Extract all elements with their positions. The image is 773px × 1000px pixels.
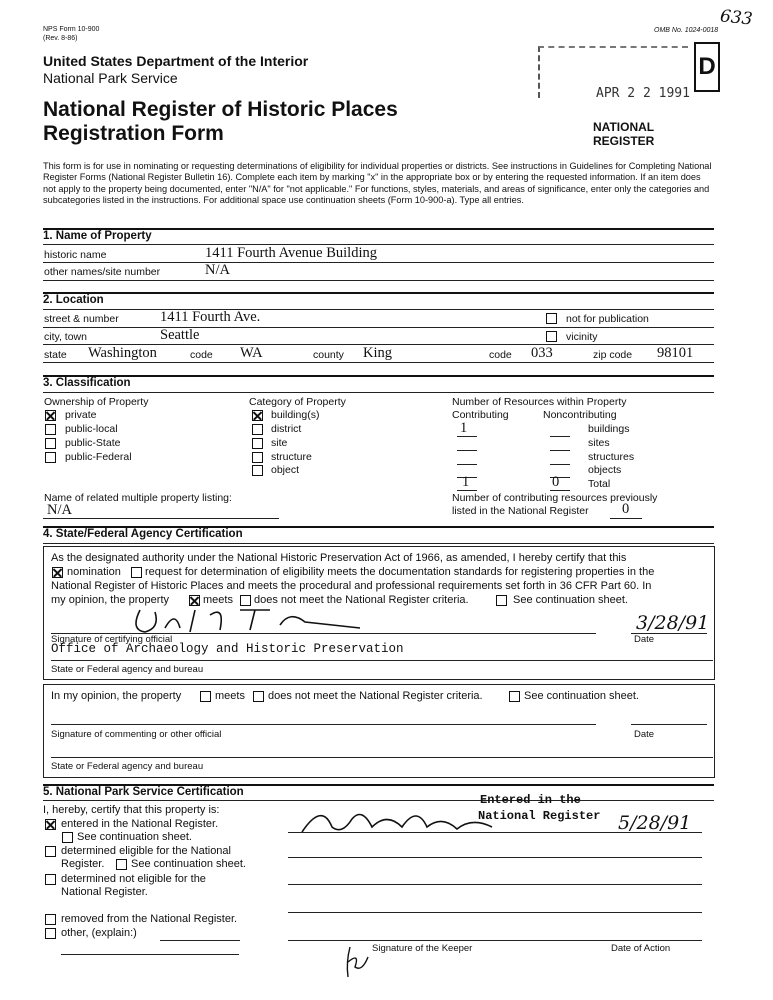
stamp-date: APR 2 2 1991 [596, 86, 690, 101]
entered-stamp-line2: National Register [478, 809, 601, 823]
omb-number: OMB No. 1024-0018 [654, 27, 719, 34]
certifying-date: 3/28/91 [636, 612, 710, 634]
zip-value[interactable]: 98101 [657, 345, 694, 361]
eligible-label2: Register. [61, 858, 105, 870]
entered-checkbox[interactable] [45, 819, 56, 830]
other-checkbox[interactable] [45, 928, 56, 939]
service-name: National Park Service [43, 70, 178, 86]
determination-request-checkbox[interactable] [131, 567, 142, 578]
street-value[interactable]: 1411 Fourth Ave. [160, 309, 261, 325]
certifying-agency-label: State or Federal agency and bureau [51, 664, 204, 675]
buildings-contributing[interactable]: 1 [460, 420, 468, 436]
city-value[interactable]: Seattle [160, 327, 200, 343]
previously-listed-label2: listed in the National Register [452, 505, 589, 517]
cert-not-meets-label: does not meet the National Register criteria. [254, 594, 469, 606]
cert-line2: request for determination of eligibility meets the documentation standards for registering properties in the [145, 566, 655, 578]
category-site-checkbox[interactable] [252, 438, 263, 449]
eligible-checkbox[interactable] [45, 846, 56, 857]
opinion-label: In my opinion, the property [51, 690, 182, 702]
form-title-line1: National Register of Historic Places [43, 98, 398, 121]
certifying-official-label: Signature of certifying official [51, 634, 173, 645]
opinion-not-meets-label: does not meet the National Register criteria. [268, 690, 483, 702]
opinion-not-meets-checkbox[interactable] [253, 691, 264, 702]
historic-name-label: historic name [44, 249, 107, 261]
action-date: 5/28/91 [618, 812, 692, 834]
state-label: state [44, 349, 67, 361]
vicinity-checkbox[interactable] [546, 331, 557, 342]
category-district-label: district [271, 423, 302, 435]
entered-stamp-line1: Entered in the [480, 793, 581, 807]
resource-buildings-label: buildings [588, 423, 630, 435]
other-names-value[interactable]: N/A [205, 262, 230, 278]
nps-cert-intro: I, hereby, certify that this property is: [43, 804, 220, 816]
not-eligible-label1: determined not eligible for the [61, 873, 206, 885]
commenting-official-label: Signature of commenting or other official [51, 729, 222, 740]
ownership-public-state-checkbox[interactable] [45, 438, 56, 449]
not-eligible-checkbox[interactable] [45, 874, 56, 885]
eligible-label1: determined eligible for the National [61, 845, 231, 857]
stamp-register: REGISTER [593, 134, 655, 148]
entered-label: entered in the National Register. [61, 818, 219, 830]
form-revision: (Rev. 8-86) [43, 35, 78, 42]
section4-heading: 4. State/Federal Agency Certification [43, 528, 243, 540]
vicinity-label: vicinity [566, 331, 598, 343]
county-label: county [313, 349, 344, 361]
opinion-meets-checkbox[interactable] [200, 691, 211, 702]
cert-continuation-checkbox[interactable] [496, 595, 507, 606]
ownership-public-federal-checkbox[interactable] [45, 452, 56, 463]
previously-listed-value[interactable]: 0 [622, 501, 630, 517]
eligible-continuation-checkbox[interactable] [116, 859, 127, 870]
handwritten-number: 633 [719, 6, 754, 30]
noncontributing-label: Noncontributing [543, 409, 617, 421]
category-buildings-checkbox[interactable] [252, 410, 263, 421]
entered-continuation-label: See continuation sheet. [77, 831, 192, 843]
county-code-label: code [489, 349, 512, 361]
resources-heading: Number of Resources within Property [452, 396, 627, 408]
category-object-label: object [271, 464, 300, 476]
stamp-national: NATIONAL [593, 120, 655, 134]
certifying-date-label: Date [634, 634, 655, 645]
category-heading: Category of Property [249, 396, 346, 408]
ownership-public-local-label: public-local [65, 423, 118, 435]
city-label: city, town [44, 331, 87, 343]
cert-line4-a: my opinion, the property [51, 594, 170, 606]
nomination-checkbox[interactable] [52, 567, 63, 578]
category-site-label: site [271, 437, 288, 449]
section1-heading: 1. Name of Property [43, 230, 152, 242]
total-contributing[interactable]: 1 [462, 474, 470, 490]
certifying-agency: Office of Archaeology and Historic Preservation [51, 642, 404, 656]
not-eligible-label2: National Register. [61, 886, 148, 898]
other-label: other, (explain:) [61, 927, 137, 939]
entered-continuation-checkbox[interactable] [62, 832, 73, 843]
county-value[interactable]: King [363, 345, 392, 361]
category-structure-checkbox[interactable] [252, 452, 263, 463]
state-value[interactable]: Washington [88, 345, 157, 361]
section3-heading: 3. Classification [43, 377, 131, 389]
contributing-label: Contributing [452, 409, 509, 421]
form-instructions: This form is for use in nominating or requesting determinations of eligibility for individual properties or districts. See instructions in Guidelines for Completing National Register Forms (National Register Bulletin 16). Complete each item by marking "x" in the appropriate box or by entering the requested information. If an item does not apply to the property being documented, enter "N/A" for "not applicable." For functions, styles, materials, and areas of significance, enter only the categories and subcategories listed in the instructions. For additional space use continuation sheets (Form 10-900-a). Type all entries. [43, 161, 712, 205]
category-district-checkbox[interactable] [252, 424, 263, 435]
resource-objects-label: objects [588, 464, 622, 476]
state-code-value[interactable]: WA [240, 345, 263, 361]
county-code-value[interactable]: 033 [531, 345, 553, 361]
cert-continuation-label: See continuation sheet. [513, 594, 628, 606]
state-code-label: code [190, 349, 213, 361]
keeper-signature-label: Signature of the Keeper [372, 943, 473, 954]
commenting-agency-label: State or Federal agency and bureau [51, 761, 204, 772]
stamp-letter: D [694, 42, 720, 92]
date-of-action-label: Date of Action [611, 943, 671, 954]
historic-name-value[interactable]: 1411 Fourth Avenue Building [205, 245, 377, 261]
ownership-public-local-checkbox[interactable] [45, 424, 56, 435]
cert-nomination-label: nomination [67, 566, 121, 578]
department-name: United States Department of the Interior [43, 53, 309, 69]
not-for-publication-checkbox[interactable] [546, 313, 557, 324]
section2-heading: 2. Location [43, 294, 104, 306]
opinion-meets-label: meets [215, 690, 245, 702]
ownership-public-state-label: public-State [65, 437, 121, 449]
commenting-date-label: Date [634, 729, 655, 740]
resource-total-label: Total [588, 478, 611, 490]
category-object-checkbox[interactable] [252, 465, 263, 476]
opinion-continuation-label: See continuation sheet. [524, 690, 639, 702]
multiple-listing-label: Name of related multiple property listing: [44, 492, 232, 504]
removed-checkbox[interactable] [45, 914, 56, 925]
form-number: NPS Form 10-900 [43, 26, 100, 33]
eligible-continuation-label: See continuation sheet. [131, 858, 246, 870]
resource-sites-label: sites [588, 437, 610, 449]
previously-listed-label1: Number of contributing resources previously [452, 492, 658, 504]
category-structure-label: structure [271, 451, 312, 463]
multiple-listing-value[interactable]: N/A [47, 502, 72, 518]
category-buildings-label: building(s) [271, 409, 320, 421]
zip-label: zip code [593, 349, 633, 361]
total-noncontributing[interactable]: 0 [552, 474, 560, 490]
cert-meets-label: meets [203, 594, 233, 606]
removed-label: removed from the National Register. [61, 913, 238, 925]
form-title-line2: Registration Form [43, 122, 224, 145]
not-for-publication-label: not for publication [566, 313, 649, 325]
section5-heading: 5. National Park Service Certification [43, 786, 244, 798]
ownership-heading: Ownership of Property [44, 396, 149, 408]
street-label: street & number [44, 313, 119, 325]
other-names-label: other names/site number [44, 266, 161, 278]
ownership-private-checkbox[interactable] [45, 410, 56, 421]
cert-line1: As the designated authority under the National Historic Preservation Act of 1966, as amended, I hereby certify that this [51, 552, 627, 564]
resource-structures-label: structures [588, 451, 635, 463]
ownership-public-federal-label: public-Federal [65, 451, 132, 463]
opinion-continuation-checkbox[interactable] [509, 691, 520, 702]
cert-line3: National Register of Historic Places and meets the procedural and professional requirements set forth in 36 CFR Part 60. In [51, 580, 652, 592]
ownership-private-label: private [65, 409, 97, 421]
